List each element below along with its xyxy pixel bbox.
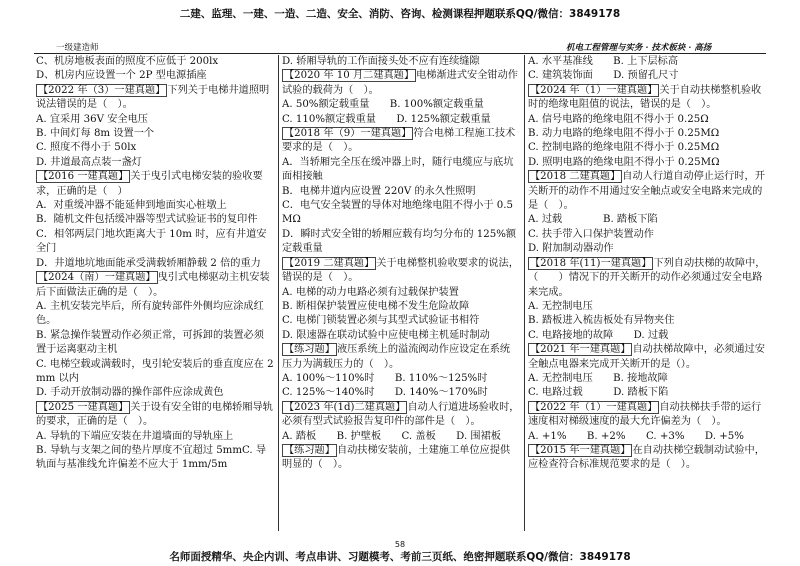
- text-line: [282, 113, 520, 127]
- paragraph-text: D．瞬时式安全钳的轿厢应载有均匀分布的 125%额定载重量: [282, 228, 517, 255]
- text-line: [528, 213, 766, 227]
- text-line: [282, 300, 520, 314]
- exam-source-tag: 【2018 二建真题】: [530, 171, 621, 183]
- exam-source-tag: 【2022 年（1）一建真题】: [530, 401, 658, 413]
- paragraph-text: B．电梯井道内应设置 220V 的永久性照明: [282, 185, 476, 197]
- exam-source-tag: 【2024（南）一建真题】: [38, 272, 156, 284]
- paragraph-text: 关于设有安全钳的电梯轿厢导轨的要求，正确的是（ ）。: [36, 401, 273, 428]
- exam-source-tag: 【2023 年(1d)二建真题】: [284, 401, 406, 413]
- paragraph-text: A．当轿厢完全压在缓冲器上时，随行电缆应与底坑面相接触: [282, 156, 514, 183]
- text-line: [528, 55, 766, 69]
- exam-source-tag: 【2019 二建真题】: [284, 257, 375, 269]
- text-line: [282, 185, 520, 199]
- exam-source-tag: 【2025 一建真题】: [38, 401, 129, 413]
- paragraph-text: A. 无控制电压 B. 接地故障: [528, 372, 668, 384]
- paragraph-text: A. 无控制电压: [528, 300, 593, 312]
- text-line: [36, 213, 274, 227]
- exam-source-tag: 【2018 年(11)一建真题】: [530, 257, 652, 269]
- question-stem: [528, 343, 766, 372]
- paragraph-text: C. 建筑装饰面 D. 预留孔尺寸: [528, 70, 679, 82]
- question-stem: [528, 401, 766, 430]
- question-stem: [36, 271, 274, 300]
- exam-source-tag: 【2018 年（9）一建真题】: [284, 128, 412, 140]
- question-stem: [36, 84, 274, 113]
- exam-source-tag: 【2016 一建真题】: [38, 171, 129, 183]
- text-line: [36, 444, 274, 473]
- question-stem: [528, 444, 766, 473]
- column-separator: [524, 55, 525, 531]
- text-line: [528, 329, 766, 343]
- text-line: [36, 358, 274, 387]
- text-line: [282, 386, 520, 400]
- question-stem: [282, 401, 520, 430]
- text-line: [282, 98, 520, 112]
- text-line: [528, 386, 766, 400]
- paragraph-text: B. 导轨与支架之间的垫片厚度不宜超过 5mmC. 导轨面与基准线允许偏差不应大于 1mm/5m: [36, 444, 267, 471]
- paragraph-text: 自动扶梯安装前，土建施工单位应提供明显的（ ）。: [282, 444, 511, 471]
- exam-source-tag: 【练习题】: [284, 444, 335, 456]
- paragraph-text: D. 照明电路的绝缘电阻不得小于 0.25MΩ: [528, 156, 720, 168]
- paragraph-text: C. 电梯门锁装置必须与其型式试验证书相符: [282, 315, 480, 327]
- column-2: [282, 55, 520, 531]
- paragraph-text: A. 水平基准线 B. 上下层标高: [528, 56, 679, 67]
- paragraph-text: D. 限速器在联动试验中应使电梯主机延时制动: [282, 329, 490, 341]
- paragraph-text: C．相邻两层门地坎距离大于 10m 时，应有井道安全门: [36, 228, 267, 255]
- paragraph-text: C. 控制电路的绝缘电阻不得小于 0.25MΩ: [528, 142, 720, 154]
- paragraph-text: D. 手动开放制动器的操作部件应涂成黄色: [36, 387, 224, 399]
- question-stem: [282, 343, 520, 372]
- text-line: [528, 242, 766, 256]
- question-stem: [282, 69, 520, 98]
- text-line: [282, 199, 520, 228]
- text-line: [36, 430, 274, 444]
- question-stem: [282, 127, 520, 156]
- paragraph-text: C．电气安全装置的导体对地绝缘电阻不得小于 0.5MΩ: [282, 200, 513, 226]
- paragraph-text: 下列自动扶梯的故障中，（ ）情况下的开关断开的动作必须通过安全电路来完成。: [528, 257, 766, 298]
- paragraph-text: A. 信号电路的绝缘电阻不得小于 0.25Ω: [528, 113, 709, 125]
- paragraph-text: B. 断相保护装置应使电梯不发生危险故障: [282, 300, 470, 312]
- text-line: [36, 300, 274, 329]
- text-line: [36, 156, 274, 170]
- text-line: [528, 127, 766, 141]
- paragraph-text: C. 110%额定载重量 D. 125%额定载重量: [282, 113, 491, 125]
- paragraph-text: C、机房地板表面的照度不应低于 200lx: [36, 56, 219, 67]
- paragraph-text: C. 电路过载 D. 踏板下陷: [528, 387, 669, 399]
- paragraph-text: B. 踏板进入梳齿板处有异物夹住: [528, 315, 675, 327]
- paragraph-text: 自动扶梯故障中，必须通过安全触点电器来完成开关断开的是（）。: [528, 344, 765, 370]
- column-3: [528, 55, 766, 531]
- page-number: 58: [394, 540, 406, 549]
- paragraph-text: B. 动力电路的绝缘电阻不得小于 0.25MΩ: [528, 128, 720, 140]
- text-line: [282, 55, 520, 69]
- paragraph-text: D．井道地坑地面能承受满载轿厢静载 2 倍的重力: [36, 257, 261, 269]
- paragraph-text: A. 踏板 B. 护壁板 C. 盖板 D. 围裙板: [282, 430, 501, 442]
- question-stem: [528, 257, 766, 300]
- paragraph-text: A. 过载 B. 踏板下陷: [528, 214, 658, 226]
- text-line: [36, 329, 274, 358]
- text-line: [282, 329, 520, 343]
- paragraph-text: 自动人行道进场验收时，必须有型式试验报告复印件的部件是（ ）。: [282, 401, 520, 428]
- text-line: [282, 156, 520, 185]
- text-line: [282, 430, 520, 444]
- paragraph-text: A．对重缓冲器不能延伸到地面实心桩墩上: [36, 200, 227, 212]
- text-line: [528, 141, 766, 155]
- paragraph-text: A. 导轨的下端应安装在井道墙面的导轨座上: [36, 430, 234, 442]
- text-line: [528, 314, 766, 328]
- header-rule: [34, 53, 766, 54]
- question-stem: [282, 257, 520, 286]
- column-1: [36, 55, 274, 531]
- paragraph-text: A. 100%～110%时 B. 110%～125%时: [282, 372, 488, 384]
- paragraph-text: C. 125%～140%时 D. 140%～170%时: [282, 387, 488, 399]
- paragraph-text: A. 电梯的动力电路必须有过载保护装置: [282, 286, 459, 298]
- question-stem: [36, 401, 274, 430]
- text-line: [36, 199, 274, 213]
- text-line: [282, 314, 520, 328]
- exam-source-tag: 【2020 年 10 月二建真题】: [284, 70, 415, 82]
- paragraph-text: A. 50%额定载重量 B. 100%额定载重量: [282, 99, 484, 111]
- paragraph-text: C. 电路接地的故障 D. 过载: [528, 329, 669, 341]
- bottom-banner: 名师面授精华、央企内训、考点串讲、习题模考、考前三页纸、绝密押题联系QQ/微信：3849178: [169, 551, 631, 563]
- paragraph-text: B．随机文件包括缓冲器等型式试验证书的复印件: [36, 214, 258, 226]
- paragraph-text: B. 紧急操作装置动作必须正常，可拆卸的装置必须置于运离驱动主机: [36, 329, 264, 356]
- text-line: [36, 69, 274, 83]
- paragraph-text: 关于自动扶梯整机验收时的绝缘电阻值的说法，错误的是（ ）。: [528, 84, 762, 111]
- exam-source-tag: 【2024 年（1）一建真题】: [530, 84, 658, 96]
- paragraph-text: 关于电梯整机验收要求的说法，错误的是（ ）。: [282, 257, 519, 284]
- text-line: [36, 386, 274, 400]
- paragraph-text: A. +1% B. +2% C. +3% D. +5%: [528, 430, 744, 442]
- text-line: [282, 286, 520, 300]
- text-line: [36, 113, 274, 127]
- question-stem: [528, 170, 766, 213]
- paragraph-text: 液压系统上的溢流阀动作应设定在系统压力为满载压力的（ ）。: [282, 344, 511, 370]
- text-line: [528, 228, 766, 242]
- paragraph-text: 自动扶梯扶手带的运行速度相对梯级速度的最大允许偏差为（ ）。: [528, 401, 762, 428]
- text-line: [36, 55, 274, 69]
- paragraph-text: 曳引式电梯驱动主机安装后下面做法正确的是（ ）。: [36, 272, 270, 298]
- text-line: [528, 430, 766, 444]
- column-separator: [278, 55, 279, 531]
- question-stem: [36, 170, 274, 199]
- exam-source-tag: 【2015 年一建真题】: [530, 444, 631, 456]
- exam-source-tag: 【2022 年（3）一建真题】: [38, 84, 166, 96]
- header-right: 机电工程管理与实务 · 技术板块 · 高扬: [566, 43, 712, 53]
- paragraph-text: 符合电梯工程施工技术要求的是（ ）。: [282, 128, 516, 154]
- paragraph-text: 关于曳引式电梯安装的验收要求，正确的是（ ）: [36, 171, 263, 197]
- paragraph-text: B. 中间灯每 8m 设置一个: [36, 128, 155, 140]
- text-line: [36, 228, 274, 257]
- top-banner: 二建、监理、一建、一造、二造、安全、消防、咨询、检测课程押题联系QQ/微信：3849178: [179, 8, 621, 20]
- exam-source-tag: 【2021 年一建真题】: [530, 344, 631, 356]
- paragraph-text: 在自动扶梯空载制动试验中，应检查符合标准规范要求的是（ ）。: [528, 444, 765, 471]
- paragraph-text: D. 附加制动器动作: [528, 243, 614, 255]
- exam-source-tag: 【练习题】: [284, 344, 335, 356]
- text-line: [528, 372, 766, 386]
- text-line: [282, 228, 520, 257]
- text-line: [36, 127, 274, 141]
- paragraph-text: C. 扶手带入口保护装置动作: [528, 228, 654, 240]
- header-left: 一级建造师: [56, 43, 99, 53]
- paragraph-text: 自动人行道自动停止运行时，开关断开的动作不用通过安全触点或安全电路来完成的是（ ）。: [528, 171, 765, 212]
- paragraph-text: 电梯渐进式安全钳动作试验的载荷为（ ）。: [282, 70, 518, 96]
- paragraph-text: A. 主机安装完毕后，所有旋转部件外侧均应涂成红色。: [36, 300, 264, 327]
- text-line: [528, 69, 766, 83]
- paragraph-text: C. 电梯空载或满载时，曳引轮安装后的垂直度应在 2mm 以内: [36, 358, 274, 384]
- text-line: [528, 156, 766, 170]
- paragraph-text: 下列关于电梯井道照明说法错误的是（ ）。: [36, 84, 270, 111]
- text-line: [528, 113, 766, 127]
- paragraph-text: A. 宜采用 36V 安全电压: [36, 113, 148, 125]
- paragraph-text: D、机房内应设置一个 2P 型电源插座: [36, 70, 207, 82]
- paragraph-text: D. 井道最高点装一盏灯: [36, 156, 142, 168]
- text-line: [528, 300, 766, 314]
- question-stem: [282, 444, 520, 473]
- text-line: [36, 141, 274, 155]
- paragraph-text: D. 轿厢导轨的工作面接头处不应有连续缝隙: [282, 56, 480, 67]
- question-stem: [528, 84, 766, 113]
- paragraph-text: C. 照度不得小于 50lx: [36, 142, 137, 154]
- text-line: [36, 257, 274, 271]
- text-line: [282, 372, 520, 386]
